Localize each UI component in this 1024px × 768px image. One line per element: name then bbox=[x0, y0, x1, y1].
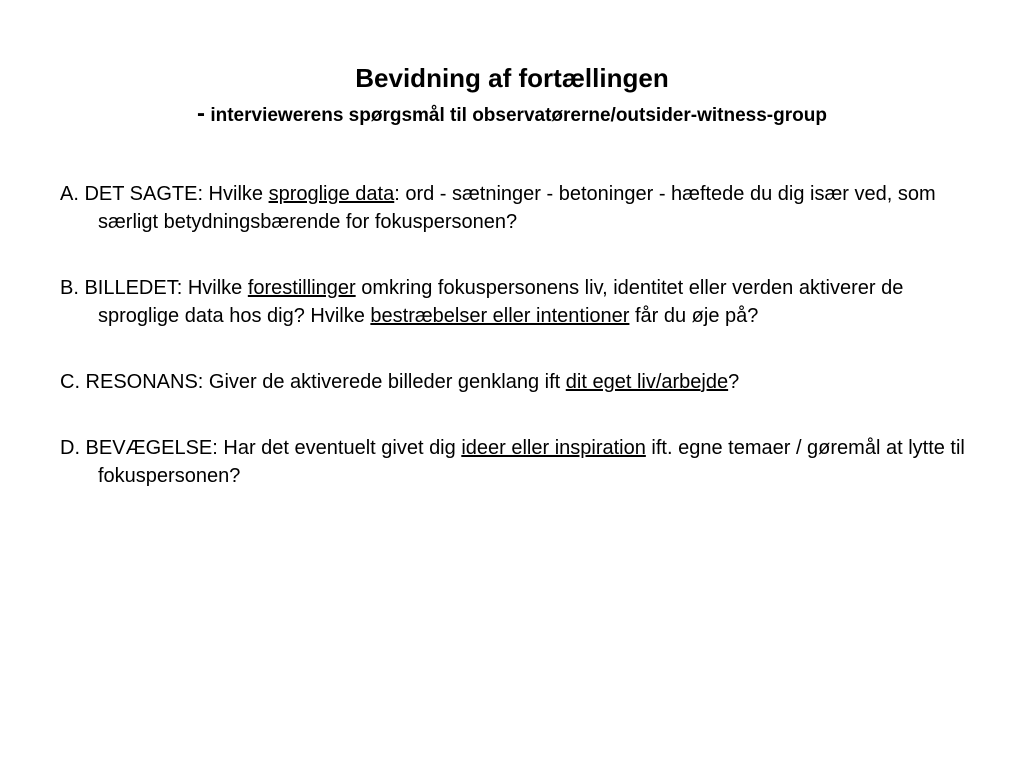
question-b-middle: omkring fokuspersonens liv, identitet eller verden aktiverer de sproglige data hos dig? Hvilke bbox=[98, 277, 904, 327]
question-c-lead: C. RESONANS: Giver de aktiverede billeder genklang ift bbox=[60, 371, 566, 393]
question-d-lead: D. BEVÆGELSE: Har det eventuelt givet dig bbox=[60, 437, 462, 459]
question-d-underlined: ideer eller inspiration bbox=[461, 437, 646, 459]
slide-title: Bevidning af fortællingen bbox=[355, 63, 669, 93]
question-c-tail: ? bbox=[728, 371, 740, 393]
subtitle-dash: - bbox=[197, 100, 206, 127]
question-b bbox=[60, 274, 970, 330]
question-d-tail: ift. egne temaer / gøremål at lytte til fokuspersonen? bbox=[98, 437, 965, 487]
title-block bbox=[60, 60, 964, 130]
question-a bbox=[60, 180, 970, 236]
question-c bbox=[60, 368, 970, 396]
question-d bbox=[60, 434, 970, 490]
question-a-underlined: sproglige data bbox=[268, 183, 395, 205]
subtitle-text: interviewerens spørgsmål til observatørerne/outsider-witness-group bbox=[210, 105, 827, 126]
question-a-lead: A. DET SAGTE: Hvilke bbox=[60, 183, 269, 205]
slide-subtitle bbox=[60, 100, 964, 130]
question-a-tail: : ord - sætninger - betoninger - hæftede du dig især ved, som særligt betydningsbærende for fokuspersonen? bbox=[98, 183, 936, 233]
question-b-underlined-2: bestræbelser eller intentioner bbox=[370, 305, 630, 327]
question-c-underlined: dit eget liv/arbejde bbox=[565, 371, 729, 393]
question-b-lead: B. BILLEDET: Hvilke bbox=[60, 277, 248, 299]
question-b-underlined-1: forestillinger bbox=[247, 277, 356, 299]
question-list bbox=[60, 180, 970, 528]
question-b-tail: får du øje på? bbox=[629, 305, 759, 327]
